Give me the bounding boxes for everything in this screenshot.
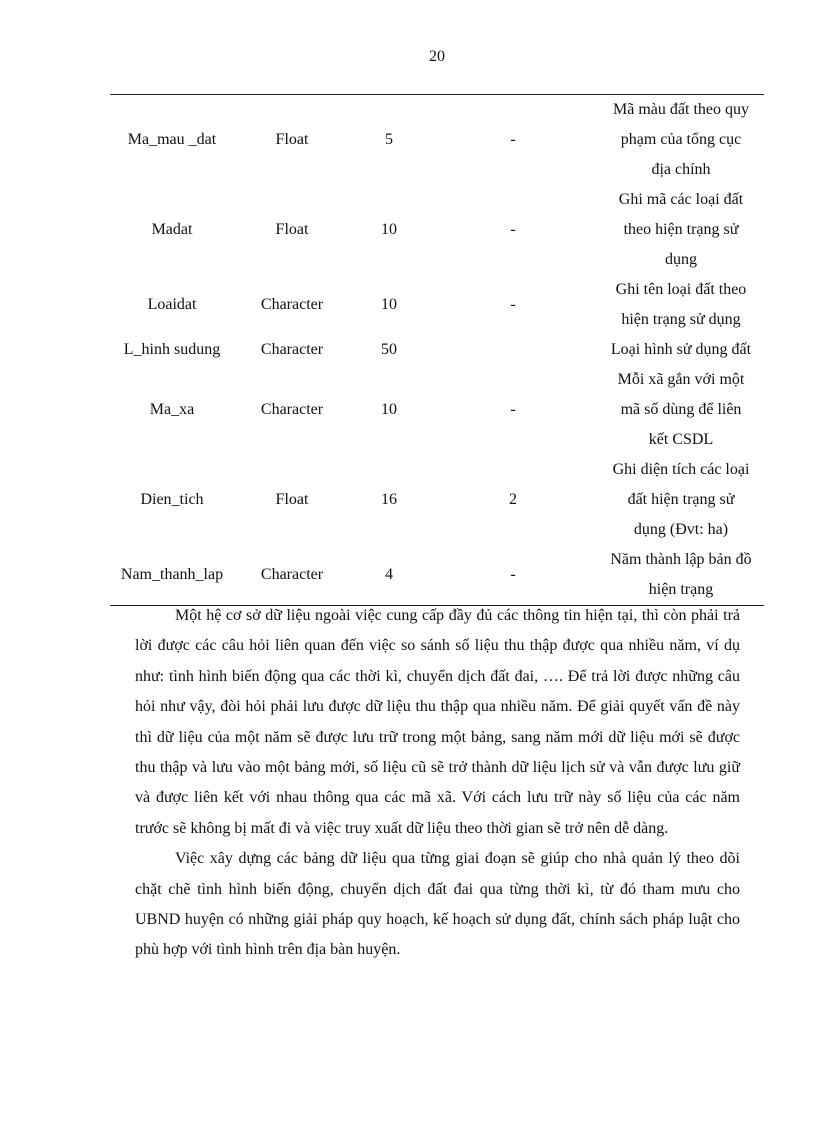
field-name-cell: Ma_mau _dat (127, 131, 217, 148)
field-type-cell: Character (260, 401, 324, 418)
description-line: mã số dùng để liên (620, 401, 742, 418)
field-decimals-cell: 2 (509, 491, 517, 508)
description-line: Năm thành lập bản đồ (610, 551, 752, 568)
field-type-cell: Character (260, 296, 324, 313)
table-row (110, 545, 764, 605)
field-width-cell: 10 (381, 401, 397, 418)
field-name-cell: Loaidat (147, 296, 197, 313)
field-type-cell: Character (260, 566, 324, 583)
description-line: Mỗi xã gắn với một (617, 371, 745, 388)
description-line: Mã màu đất theo quy (613, 101, 749, 118)
field-decimals-cell: - (510, 221, 516, 238)
field-width-cell: 10 (381, 221, 397, 238)
field-description-cell (598, 95, 764, 185)
field-width-cell: 50 (381, 341, 397, 358)
description-line: kết CSDL (648, 431, 714, 448)
field-description-cell (598, 455, 764, 545)
field-decimals-cell (428, 335, 598, 365)
field-name-cell: L_hinh sudung (123, 341, 221, 358)
description-line: theo hiện trạng sử (623, 221, 739, 238)
field-width-cell: 10 (381, 296, 397, 313)
paragraph: Một hệ cơ sở dữ liệu ngoài việc cung cấp đầy đủ các thông tin hiện tại, thì còn phải trả lời được các câu hỏi liên quan đến việc so sánh số liệu thu thập được qua nhiều năm, ví dụ như: tình hình biến động qua các thời kì, chuyển dịch đất đai, …. Để trả lời được những câu hỏi như vậy, đòi hỏi phải lưu được dữ liệu thu thập qua nhiều năm. Để giải quyết vấn đề này thì dữ liệu của một năm sẽ được lưu trữ trong một bảng, sang năm mới dữ liệu mới sẽ được thu thập và lưu vào một bảng mới, số liệu cũ sẽ trở thành dữ liệu lịch sử và vẫn được lưu giữ và được liên kết với nhau thông qua các mã xã. Với cách lưu trữ này số liệu của các năm trước sẽ không bị mất đi và việc truy xuất dữ liệu theo thời gian sẽ trở nên dễ dàng. (135, 607, 740, 837)
field-decimals-cell: - (510, 296, 516, 313)
field-width-cell: 4 (385, 566, 393, 583)
field-width-cell: 5 (385, 131, 393, 148)
description-line: đất hiện trạng sử (627, 491, 735, 508)
field-type-cell: Float (275, 221, 309, 238)
paragraph: Việc xây dựng các bảng dữ liệu qua từng giai đoạn sẽ giúp cho nhà quản lý theo dõi chặt chẽ tình hình biến động, chuyển dịch đất đai qua từng thời kì, từ đó tham mưu cho UBND huyện có những giải pháp quy hoạch, kế hoạch sử dụng đất, chính sách pháp luật cho phù hợp với tình hình trên địa bàn huyện. (135, 850, 740, 959)
field-description-cell (598, 185, 764, 275)
description-line: dụng (665, 251, 697, 268)
description-line: Ghi diện tích các loại (612, 461, 750, 478)
table-row (110, 365, 764, 455)
field-decimals-cell: - (510, 131, 516, 148)
description-line: Ghi mã các loại đất (618, 191, 744, 208)
field-table-body (110, 95, 764, 605)
description-line: phạm của tổng cục (620, 131, 742, 148)
page-number: 20 (429, 48, 445, 65)
description-line: Loại hình sử dụng đất (610, 341, 752, 358)
field-description-cell (598, 275, 764, 335)
field-description-cell (598, 545, 764, 605)
field-type-cell: Float (275, 131, 309, 148)
field-name-cell: Ma_xa (149, 401, 195, 418)
field-type-cell: Float (275, 491, 309, 508)
table-row (110, 455, 764, 545)
table-row (110, 335, 764, 365)
description-line: dụng (Đvt: ha) (633, 521, 729, 538)
description-line: hiện trạng (648, 581, 714, 598)
description-line: hiện trạng sử dụng (621, 311, 741, 328)
table-row (110, 185, 764, 275)
field-table (110, 94, 764, 606)
description-line: Ghi tên loại đất theo (615, 281, 747, 298)
table-row (110, 95, 764, 185)
field-name-cell: Madat (151, 221, 193, 238)
field-name-cell: Nam_thanh_lap (120, 566, 224, 583)
field-decimals-cell: - (510, 566, 516, 583)
field-description-cell (598, 335, 764, 365)
field-decimals-cell: - (510, 401, 516, 418)
field-type-cell: Character (260, 341, 324, 358)
field-description-cell (598, 365, 764, 455)
body-text (135, 601, 740, 966)
field-width-cell: 16 (381, 491, 397, 508)
table-row (110, 275, 764, 335)
field-name-cell: Dien_tich (140, 491, 204, 508)
description-line: địa chính (651, 161, 711, 178)
